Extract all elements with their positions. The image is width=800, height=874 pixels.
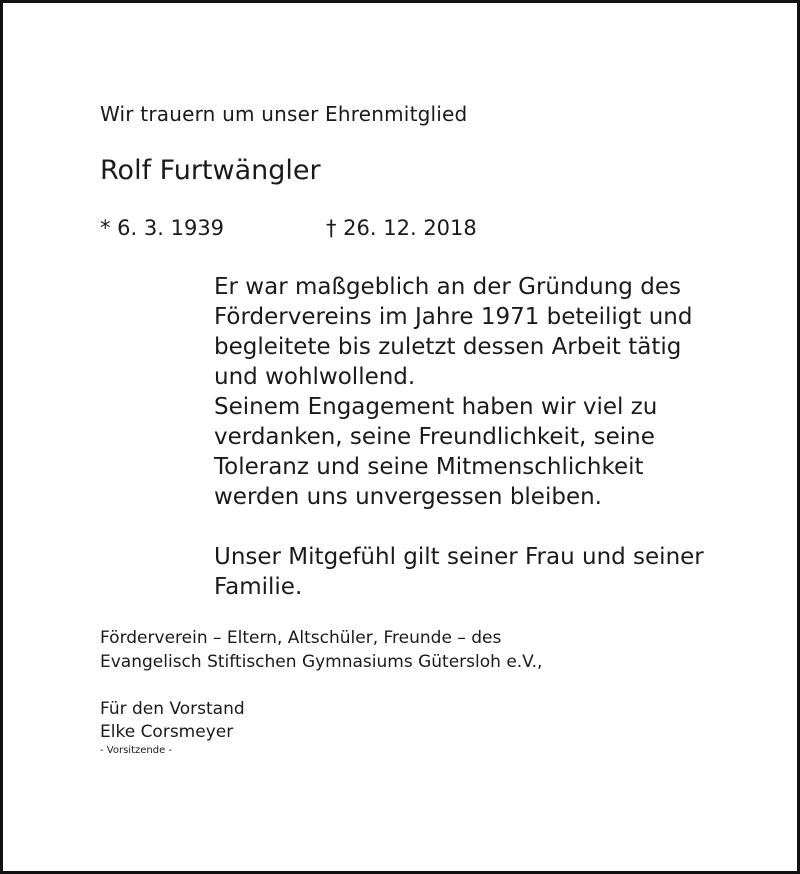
tribute-line: werden uns unvergessen bleiben. [214,484,602,510]
tribute-line: begleitete bis zuletzt dessen Arbeit tätig [214,334,682,360]
signer-name: Elke Corsmeyer [100,722,234,742]
association-name-line: Evangelisch Stiftischen Gymnasiums Gütersloh e.V., [100,652,543,672]
tribute-text [214,272,774,602]
intro-text: Wir trauern um unser Ehrenmitglied [100,102,468,126]
condolence-line: Unser Mitgefühl gilt seiner Frau und seiner [214,544,704,570]
death-date: † 26. 12. 2018 [326,216,477,240]
tribute-line: Er war maßgeblich an der Gründung des [214,274,681,300]
signer-role: - Vorsitzende - [100,745,173,756]
tribute-line: Fördervereins im Jahre 1971 beteiligt und [214,304,693,330]
birth-date: * 6. 3. 1939 [100,216,225,240]
condolence-line: Familie. [214,574,303,600]
paragraph-gap [214,512,774,542]
tribute-line: Toleranz und seine Mitmenschlichkeit [214,454,644,480]
tribute-line: Seinem Engagement haben wir viel zu [214,394,658,420]
association-block [100,626,542,674]
tribute-line: verdanken, seine Freundlichkeit, seine [214,424,655,450]
tribute-line: und wohlwollend. [214,364,416,390]
association-name-line: Förderverein – Eltern, Altschüler, Freunde – des [100,628,502,648]
signature-block [100,698,245,758]
deceased-name: Rolf Furtwängler [100,155,321,186]
for-board-label: Für den Vorstand [100,699,245,719]
